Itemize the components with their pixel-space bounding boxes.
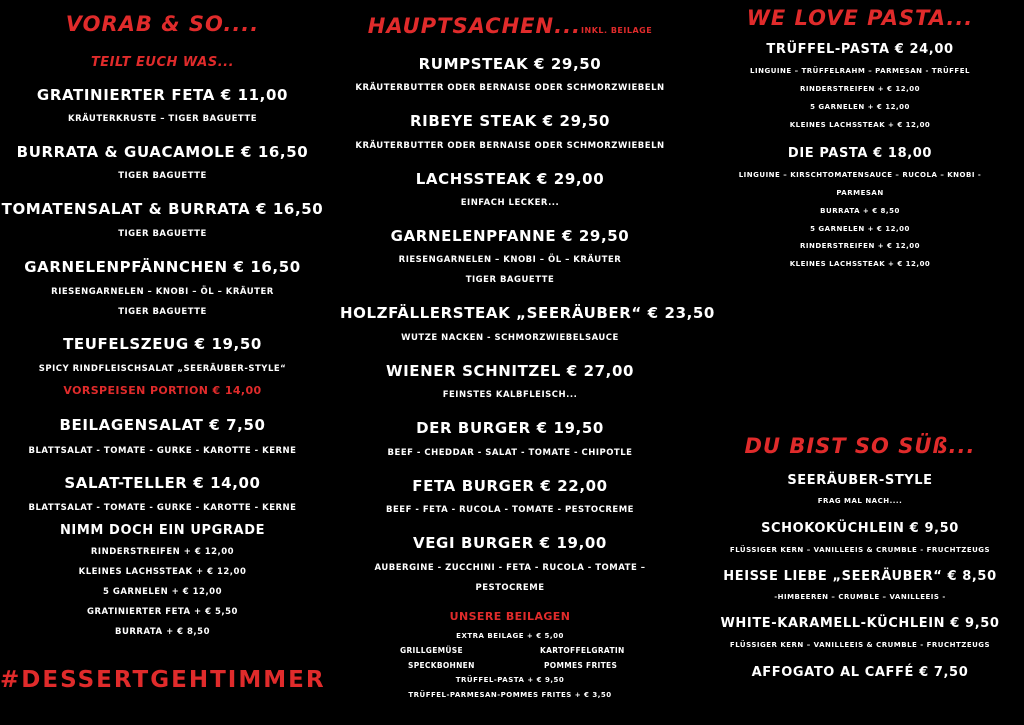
menu-item-desc: KRÄUTERBUTTER ODER BERNAISE ODER SCHMORZWIEBELN <box>355 83 665 93</box>
menu-item-desc: KLEINES LACHSSTEAK + € 12,00 <box>789 121 931 129</box>
section-title-desserts: DU BIST SO SÜß... <box>744 434 976 458</box>
menu-item-name: WHITE-KARAMELL-KÜCHLEIN € 9,50 <box>720 616 1000 631</box>
menu-item-desc: PARMESAN <box>836 189 884 197</box>
hashtag-slogan: #DESSERTGEHTIMMER <box>0 667 326 693</box>
menu-item-desc: SPICY RINDFLEISCHSALAT „SEERÄUBER-STYLE“ <box>38 364 287 374</box>
menu-item-desc: LINGUINE – TRÜFFELRAHM – PARMESAN - TRÜFFEL <box>750 67 970 75</box>
side-option: POMMES FRITES <box>544 661 618 670</box>
menu-item-desc: 5 GARNELEN + € 12,00 <box>810 225 910 233</box>
menu-item-desc: TIGER BAGUETTE <box>118 171 207 181</box>
menu-column-mains <box>340 0 715 725</box>
menu-item-desc: AUBERGINE - ZUCCHINI - FETA - RUCOLA - TOMATE – <box>374 563 646 573</box>
menu-item-desc: TIGER BAGUETTE <box>118 307 207 317</box>
menu-item-name: DER BURGER € 19,50 <box>416 419 604 437</box>
menu-item-name: GRATINIERTER FETA € 11,00 <box>36 86 289 104</box>
upgrade-option: RINDERSTREIFEN + € 12,00 <box>90 547 235 557</box>
menu-item-name: RUMPSTEAK € 29,50 <box>418 55 602 73</box>
upgrade-option: BURRATA + € 8,50 <box>115 627 210 637</box>
menu-item-desc: RINDERSTREIFEN + € 12,00 <box>799 242 921 250</box>
menu-item-desc: FEINSTES KALBFLEISCH... <box>442 390 578 400</box>
menu-item-name: TRÜFFEL-PASTA € 24,00 <box>766 42 954 57</box>
menu-item-name: WIENER SCHNITZEL € 27,00 <box>385 362 635 380</box>
menu-item-name: BURRATA & GUACAMOLE € 16,50 <box>16 143 309 161</box>
menu-item-desc: KLEINES LACHSSTEAK + € 12,00 <box>789 260 931 268</box>
menu-item-desc: TIGER BAGUETTE <box>118 229 207 239</box>
menu-item-desc: KRÄUTERBUTTER ODER BERNAISE ODER SCHMORZWIEBELN <box>355 141 665 151</box>
portion-note: VORSPEISEN PORTION € 14,00 <box>63 384 262 397</box>
menu-item-name: LACHSSTEAK € 29,00 <box>415 170 605 188</box>
menu-item-name: HOLZFÄLLERSTEAK „SEERÄUBER“ € 23,50 <box>340 304 715 322</box>
menu-item-desc: BURRATA + € 8,50 <box>820 207 900 215</box>
menu-item-desc: 5 GARNELEN + € 12,00 <box>810 103 910 111</box>
menu-item-name: RIBEYE STEAK € 29,50 <box>410 112 610 130</box>
side-option: KARTOFFELGRATIN <box>540 646 625 655</box>
menu-item-desc: RIESENGARNELEN – KNOBI – ÖL – KRÄUTER <box>398 255 622 265</box>
menu-item-desc: FLÜSSIGER KERN – VANILLEEIS & CRUMBLE - FRUCHTZEUGS <box>729 641 991 649</box>
sides-title: UNSERE BEILAGEN <box>449 610 571 623</box>
side-option: TRÜFFEL-PARMESAN-POMMES FRITES + € 3,50 <box>408 691 612 699</box>
menu-item-name: SALAT-TELLER € 14,00 <box>64 474 261 492</box>
menu-item-name: AFFOGATO AL CAFFÉ € 7,50 <box>751 665 969 680</box>
sides-extra: EXTRA BEILAGE + € 5,00 <box>456 632 564 640</box>
menu-item-name: VEGI BURGER € 19,00 <box>413 534 607 552</box>
section-title-starters: VORAB & SO.... <box>65 12 260 36</box>
menu-item-desc: FLÜSSIGER KERN – VANILLEEIS & CRUMBLE - FRUCHTZEUGS <box>729 546 991 554</box>
menu-item-name: FETA BURGER € 22,00 <box>412 477 608 495</box>
upgrade-option: 5 GARNELEN + € 12,00 <box>102 587 223 597</box>
upgrade-option: KLEINES LACHSSTEAK + € 12,00 <box>78 567 247 577</box>
section-title-pasta: WE LOVE PASTA... <box>746 6 974 30</box>
menu-item-desc: -HIMBEEREN – CRUMBLE – VANILLEEIS - <box>774 593 946 601</box>
section-title-text: HAUPTSACHEN... <box>367 14 582 38</box>
side-option: TRÜFFEL-PASTA + € 9,50 <box>455 676 565 684</box>
menu-column-pasta-desserts <box>705 0 1015 725</box>
menu-item-name: BEILAGENSALAT € 7,50 <box>59 416 266 434</box>
menu-item-desc: EINFACH LECKER... <box>460 198 560 208</box>
menu-item-name: TEUFELSZEUG € 19,50 <box>63 335 262 353</box>
menu-item-desc: LINGUINE – KIRSCHTOMATENSAUCE – RUCOLA – KNOBI - <box>738 171 982 179</box>
menu-item-desc: RIESENGARNELEN – KNOBI – ÖL – KRÄUTER <box>51 287 274 297</box>
menu-item-name: SEERÄUBER-STYLE <box>787 473 933 488</box>
menu-item-desc: BLATTSALAT - TOMATE - GURKE - KAROTTE - KERNE <box>28 446 297 456</box>
menu-item-desc: TIGER BAGUETTE <box>465 275 555 285</box>
menu-item-name: DIE PASTA € 18,00 <box>787 146 933 161</box>
menu-item-desc: KRÄUTERKRUSTE – TIGER BAGUETTE <box>67 114 258 124</box>
menu-item-desc: PESTOCREME <box>475 583 545 593</box>
menu-item-desc: BEEF - CHEDDAR - SALAT - TOMATE - CHIPOTLE <box>387 448 633 458</box>
section-title-note: INKL. BEILAGE <box>581 26 653 35</box>
upgrade-option: GRATINIERTER FETA + € 5,50 <box>87 607 238 617</box>
menu-item-desc: RINDERSTREIFEN + € 12,00 <box>799 85 921 93</box>
section-title-mains <box>340 14 680 38</box>
side-option: SPECKBOHNEN <box>408 661 475 670</box>
menu-item-name: GARNELENPFÄNNCHEN € 16,50 <box>24 258 301 276</box>
section-subtitle-share: TEILT EUCH WAS... <box>90 55 235 70</box>
menu-column-starters <box>0 0 325 725</box>
menu-item-name: SCHOKOKÜCHLEIN € 9,50 <box>761 521 959 536</box>
menu-item-desc: FRAG MAL NACH.... <box>817 497 903 505</box>
menu-item-name: TOMATENSALAT & BURRATA € 16,50 <box>1 200 324 218</box>
menu-item-name: GARNELENPFANNE € 29,50 <box>390 227 630 245</box>
menu-item-desc: BEEF - FETA - RUCOLA - TOMATE - PESTOCREME <box>386 505 634 515</box>
menu-item-desc: BLATTSALAT - TOMATE - GURKE - KAROTTE - KERNE <box>28 503 297 513</box>
side-option: GRILLGEMÜSE <box>400 646 463 655</box>
menu-item-name: HEISSE LIEBE „SEERÄUBER“ € 8,50 <box>723 569 997 584</box>
menu-item-desc: WUTZE NACKEN - SCHMORZWIEBELSAUCE <box>401 333 619 343</box>
upgrade-title: NIMM DOCH EIN UPGRADE <box>59 523 266 538</box>
